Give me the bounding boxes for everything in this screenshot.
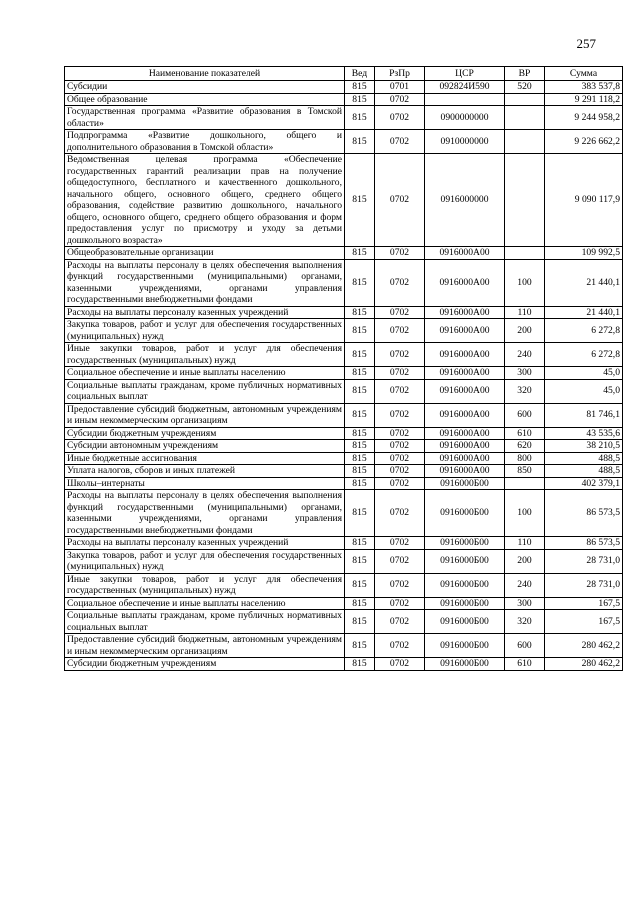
cell-vr: 620 [505,440,545,453]
cell-ved: 815 [345,403,375,427]
cell-rzpr: 0702 [375,379,425,403]
table-row [65,573,623,597]
cell-ved: 815 [345,154,375,247]
cell-name: Предоставление субсидий бюджетным, автономным учреждениям и иным некоммерческим организациям [65,403,345,427]
cell-ved: 815 [345,130,375,154]
table-row [65,130,623,154]
cell-csr: 0916000Б00 [425,597,505,610]
cell-name: Закупка товаров, работ и услуг для обеспечения государственных (муниципальных) нужд [65,319,345,343]
header-name: Наименование показателей [65,67,345,81]
cell-sum: 167,5 [545,597,623,610]
cell-ved: 815 [345,490,375,537]
cell-csr: 0916000А00 [425,379,505,403]
cell-rzpr: 0702 [375,549,425,573]
cell-ved: 815 [345,93,375,106]
cell-name: Иные закупки товаров, работ и услуг для обеспечения государственных (муниципальных) нужд [65,343,345,367]
header-rzpr: РзПр [375,67,425,81]
cell-sum: 383 537,8 [545,81,623,94]
table-row [65,319,623,343]
cell-vr: 600 [505,634,545,658]
cell-sum: 86 573,5 [545,537,623,550]
cell-csr: 0900000000 [425,106,505,130]
cell-rzpr: 0702 [375,465,425,478]
cell-rzpr: 0702 [375,440,425,453]
table-row [65,247,623,260]
cell-csr [425,93,505,106]
cell-csr: 092824И590 [425,81,505,94]
cell-sum: 86 573,5 [545,490,623,537]
header-ved: Вед [345,67,375,81]
table-row [65,537,623,550]
header-sum: Сумма [545,67,623,81]
cell-sum: 9 090 117,9 [545,154,623,247]
cell-name: Социальное обеспечение и иные выплаты населению [65,597,345,610]
cell-name: Субсидии бюджетным учреждениям [65,427,345,440]
cell-sum: 45,0 [545,379,623,403]
cell-ved: 815 [345,452,375,465]
cell-sum: 280 462,2 [545,634,623,658]
table-row [65,379,623,403]
cell-rzpr: 0702 [375,319,425,343]
cell-ved: 815 [345,343,375,367]
cell-sum: 81 746,1 [545,403,623,427]
cell-rzpr: 0702 [375,573,425,597]
cell-sum: 9 226 662,2 [545,130,623,154]
cell-vr: 200 [505,549,545,573]
table-row [65,597,623,610]
cell-sum: 402 379,1 [545,477,623,490]
cell-vr: 610 [505,427,545,440]
cell-sum: 280 462,2 [545,658,623,671]
table-row [65,367,623,380]
cell-vr: 520 [505,81,545,94]
header-row [65,67,623,81]
cell-vr: 100 [505,259,545,306]
cell-rzpr: 0702 [375,597,425,610]
cell-csr: 0916000А00 [425,440,505,453]
cell-name: Расходы на выплаты персоналу в целях обеспечения выполнения функций государственными (муниципальными) органами, казенными учреждениями, органами управления государственными внебюджетными фондами [65,259,345,306]
cell-ved: 815 [345,440,375,453]
cell-name: Социальное обеспечение и иные выплаты населению [65,367,345,380]
cell-csr: 0916000А00 [425,367,505,380]
table-row [65,93,623,106]
cell-vr [505,106,545,130]
cell-vr [505,154,545,247]
cell-name: Ведомственная целевая программа «Обеспечение государственных гарантий реализации прав на получение общедоступного, бесплатного и качественного дошкольного, начального общего, основного общего, среднего общего образования, содействие развитию дошкольного, начального общего, основного общего, среднего общего образования и форм предоставления услуг по присмотру и уходу за детьми дошкольного возраста» [65,154,345,247]
cell-name: Расходы на выплаты персоналу казенных учреждений [65,537,345,550]
cell-csr: 0916000Б00 [425,490,505,537]
cell-vr [505,477,545,490]
cell-name: Общеобразовательные организации [65,247,345,260]
cell-sum: 21 440,1 [545,306,623,319]
cell-ved: 815 [345,537,375,550]
cell-csr: 0916000А00 [425,452,505,465]
table-row [65,440,623,453]
cell-name: Иные бюджетные ассигнования [65,452,345,465]
cell-rzpr: 0702 [375,343,425,367]
table-row [65,634,623,658]
cell-ved: 815 [345,427,375,440]
cell-ved: 815 [345,658,375,671]
table-row [65,658,623,671]
table-row [65,343,623,367]
cell-rzpr: 0701 [375,81,425,94]
cell-vr: 110 [505,537,545,550]
cell-name: Расходы на выплаты персоналу в целях обеспечения выполнения функций государственными (муниципальными) органами, казенными учреждениями, органами управления государственными внебюджетными фондами [65,490,345,537]
cell-vr: 300 [505,367,545,380]
cell-rzpr: 0702 [375,452,425,465]
header-vr: ВР [505,67,545,81]
cell-name: Государственная программа «Развитие образования в Томской области» [65,106,345,130]
cell-rzpr: 0702 [375,306,425,319]
page-number: 257 [576,36,596,51]
cell-sum: 488,5 [545,465,623,478]
cell-ved: 815 [345,379,375,403]
table-row [65,452,623,465]
cell-ved: 815 [345,597,375,610]
cell-vr [505,247,545,260]
cell-csr: 0916000А00 [425,306,505,319]
cell-rzpr: 0702 [375,403,425,427]
cell-vr [505,130,545,154]
cell-vr: 850 [505,465,545,478]
table-row [65,465,623,478]
cell-vr: 110 [505,306,545,319]
cell-rzpr: 0702 [375,634,425,658]
cell-csr: 0916000А00 [425,427,505,440]
cell-csr: 0916000А00 [425,403,505,427]
cell-rzpr: 0702 [375,93,425,106]
cell-vr: 240 [505,343,545,367]
cell-csr: 0916000Б00 [425,477,505,490]
cell-sum: 43 535,6 [545,427,623,440]
cell-name: Иные закупки товаров, работ и услуг для обеспечения государственных (муниципальных) нужд [65,573,345,597]
cell-vr: 320 [505,610,545,634]
table-row [65,154,623,247]
cell-csr: 0916000А00 [425,247,505,260]
cell-ved: 815 [345,465,375,478]
table-row [65,106,623,130]
cell-rzpr: 0702 [375,154,425,247]
cell-csr: 0916000А00 [425,259,505,306]
cell-ved: 815 [345,549,375,573]
cell-csr: 0916000Б00 [425,537,505,550]
cell-ved: 815 [345,247,375,260]
table-row [65,81,623,94]
cell-rzpr: 0702 [375,477,425,490]
cell-sum: 167,5 [545,610,623,634]
cell-csr: 0910000000 [425,130,505,154]
cell-ved: 815 [345,306,375,319]
cell-rzpr: 0702 [375,537,425,550]
cell-sum: 6 272,8 [545,319,623,343]
cell-name: Предоставление субсидий бюджетным, автономным учреждениям и иным некоммерческим организациям [65,634,345,658]
table-row [65,306,623,319]
cell-ved: 815 [345,319,375,343]
cell-rzpr: 0702 [375,259,425,306]
table-row [65,259,623,306]
header-csr: ЦСР [425,67,505,81]
cell-name: Закупка товаров, работ и услуг для обеспечения государственных (муниципальных) нужд [65,549,345,573]
cell-vr: 240 [505,573,545,597]
cell-name: Субсидии бюджетным учреждениям [65,658,345,671]
cell-vr [505,93,545,106]
cell-name: Школы–интернаты [65,477,345,490]
cell-name: Общее образование [65,93,345,106]
cell-sum: 109 992,5 [545,247,623,260]
cell-vr: 300 [505,597,545,610]
cell-sum: 9 244 958,2 [545,106,623,130]
cell-name: Расходы на выплаты персоналу казенных учреждений [65,306,345,319]
cell-vr: 200 [505,319,545,343]
cell-ved: 815 [345,106,375,130]
cell-sum: 9 291 118,2 [545,93,623,106]
cell-name: Подпрограмма «Развитие дошкольного, общего и дополнительного образования в Томской области» [65,130,345,154]
cell-ved: 815 [345,367,375,380]
table-row [65,477,623,490]
cell-csr: 0916000А00 [425,465,505,478]
cell-rzpr: 0702 [375,610,425,634]
cell-ved: 815 [345,259,375,306]
cell-csr: 0916000Б00 [425,610,505,634]
cell-vr: 800 [505,452,545,465]
cell-name: Социальные выплаты гражданам, кроме публичных нормативных социальных выплат [65,610,345,634]
cell-sum: 28 731,0 [545,573,623,597]
cell-rzpr: 0702 [375,367,425,380]
cell-csr: 0916000000 [425,154,505,247]
budget-table [64,66,623,671]
cell-rzpr: 0702 [375,247,425,260]
cell-sum: 6 272,8 [545,343,623,367]
cell-ved: 815 [345,477,375,490]
cell-sum: 21 440,1 [545,259,623,306]
table-row [65,549,623,573]
table-row [65,427,623,440]
cell-ved: 815 [345,573,375,597]
cell-csr: 0916000Б00 [425,573,505,597]
cell-sum: 28 731,0 [545,549,623,573]
table-row [65,403,623,427]
cell-rzpr: 0702 [375,490,425,537]
cell-csr: 0916000А00 [425,319,505,343]
cell-sum: 488,5 [545,452,623,465]
cell-csr: 0916000Б00 [425,658,505,671]
cell-ved: 815 [345,634,375,658]
table-body [65,81,623,671]
cell-sum: 38 210,5 [545,440,623,453]
cell-rzpr: 0702 [375,658,425,671]
cell-name: Уплата налогов, сборов и иных платежей [65,465,345,478]
cell-csr: 0916000Б00 [425,634,505,658]
cell-csr: 0916000Б00 [425,549,505,573]
table-header [65,67,623,81]
cell-ved: 815 [345,81,375,94]
cell-vr: 320 [505,379,545,403]
cell-vr: 100 [505,490,545,537]
cell-vr: 610 [505,658,545,671]
cell-name: Социальные выплаты гражданам, кроме публичных нормативных социальных выплат [65,379,345,403]
cell-name: Субсидии [65,81,345,94]
cell-rzpr: 0702 [375,106,425,130]
cell-vr: 600 [505,403,545,427]
cell-rzpr: 0702 [375,427,425,440]
cell-csr: 0916000А00 [425,343,505,367]
table-row [65,490,623,537]
cell-name: Субсидии автономным учреждениям [65,440,345,453]
cell-ved: 815 [345,610,375,634]
cell-sum: 45,0 [545,367,623,380]
table-row [65,610,623,634]
cell-rzpr: 0702 [375,130,425,154]
